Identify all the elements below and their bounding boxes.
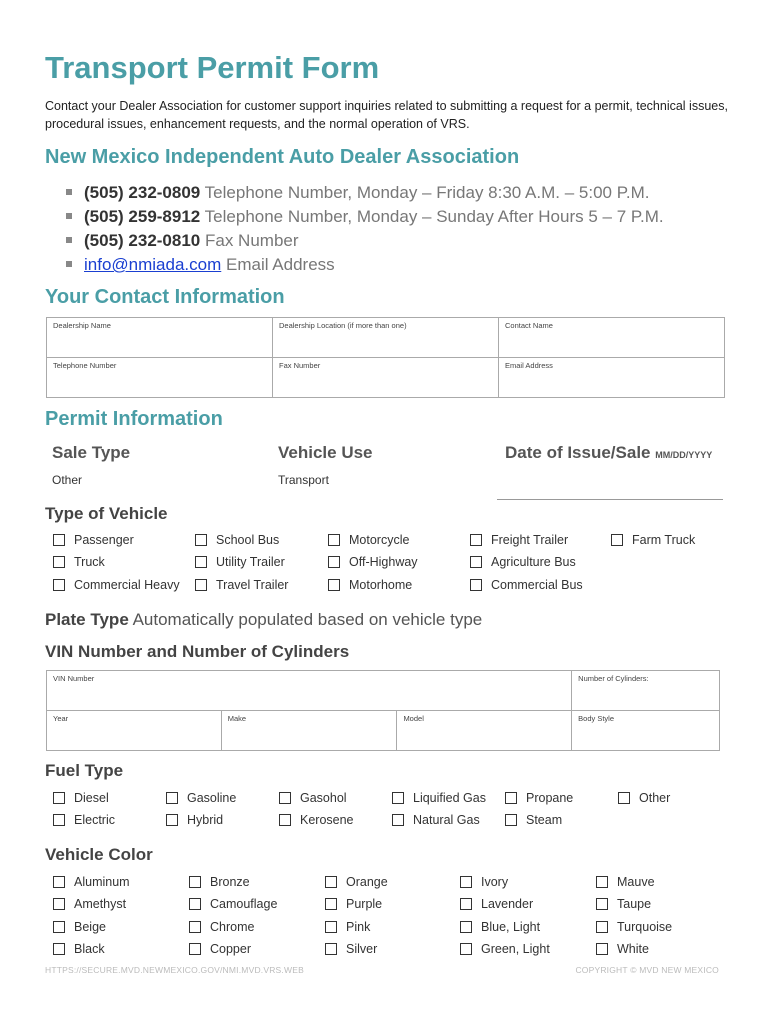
checkbox-icon[interactable] xyxy=(195,579,207,591)
checkbox-icon[interactable] xyxy=(325,898,337,910)
checkbox-camouflage[interactable]: Camouflage xyxy=(189,897,277,911)
checkbox-hybrid[interactable]: Hybrid xyxy=(166,813,223,827)
contact-info-heading: Your Contact Information xyxy=(45,286,285,308)
checkbox-chrome[interactable]: Chrome xyxy=(189,920,254,934)
checkbox-icon[interactable] xyxy=(195,534,207,546)
checkbox-icon[interactable] xyxy=(470,579,482,591)
checkbox-purple[interactable]: Purple xyxy=(325,897,382,911)
checkbox-gasoline[interactable]: Gasoline xyxy=(166,791,236,805)
checkbox-icon[interactable] xyxy=(325,943,337,955)
make-field[interactable]: Make xyxy=(221,711,397,751)
year-field[interactable]: Year xyxy=(47,711,222,751)
checkbox-lavender[interactable]: Lavender xyxy=(460,897,533,911)
checkbox-icon[interactable] xyxy=(279,814,291,826)
checkbox-icon[interactable] xyxy=(392,814,404,826)
checkbox-icon[interactable] xyxy=(596,876,608,888)
permit-heading: Permit Information xyxy=(45,408,223,430)
checkbox-icon[interactable] xyxy=(53,579,65,591)
vin-table xyxy=(46,670,720,751)
checkbox-icon[interactable] xyxy=(53,898,65,910)
checkbox-turquoise[interactable]: Turquoise xyxy=(596,920,672,934)
checkbox-gasohol[interactable]: Gasohol xyxy=(279,791,347,805)
checkbox-icon[interactable] xyxy=(470,556,482,568)
footer-copyright: COPYRIGHT © MVD NEW MEXICO xyxy=(575,965,719,975)
checkbox-natural-gas[interactable]: Natural Gas xyxy=(392,813,480,827)
checkbox-ivory[interactable]: Ivory xyxy=(460,875,508,889)
footer-url: HTTPS://SECURE.MVD.NEWMEXICO.GOV/NMI.MVD.VRS.WEB xyxy=(45,965,304,975)
checkbox-icon[interactable] xyxy=(195,556,207,568)
contact-phone-weekday: (505) 232-0809 Telephone Number, Monday – Friday 8:30 A.M. – 5:00 P.M. xyxy=(66,181,664,205)
vin-heading: VIN Number and Number of Cylinders xyxy=(45,642,350,661)
color-heading: Vehicle Color xyxy=(45,845,153,864)
body-style-field[interactable]: Body Style xyxy=(572,711,720,751)
checkbox-white[interactable]: White xyxy=(596,942,649,956)
checkbox-commercial-heavy[interactable]: Commercial Heavy xyxy=(53,578,180,592)
fuel-heading: Fuel Type xyxy=(45,761,124,780)
contact-info-table xyxy=(46,317,725,398)
vehicle-use-value[interactable]: Transport xyxy=(278,473,329,487)
checkbox-other-fuel[interactable]: Other xyxy=(618,791,670,805)
checkbox-icon[interactable] xyxy=(53,921,65,933)
intro-text: Contact your Dealer Association for customer support inquiries related to submitting a request for a permit, technical issues, procedural issues, enhancement requests, and the normal operation of VRS. xyxy=(45,99,728,131)
checkbox-steam[interactable]: Steam xyxy=(505,813,562,827)
checkbox-icon[interactable] xyxy=(53,556,65,568)
bullet-icon xyxy=(66,213,72,219)
checkbox-icon[interactable] xyxy=(189,898,201,910)
checkbox-motorhome[interactable]: Motorhome xyxy=(328,578,412,592)
plate-type: Plate Type Automatically populated based on vehicle type xyxy=(45,610,483,629)
checkbox-icon[interactable] xyxy=(470,534,482,546)
checkbox-icon[interactable] xyxy=(618,792,630,804)
checkbox-kerosene[interactable]: Kerosene xyxy=(279,813,354,827)
checkbox-icon[interactable] xyxy=(189,876,201,888)
checkbox-black[interactable]: Black xyxy=(53,942,105,956)
fax-number-field[interactable]: Fax Number xyxy=(273,358,499,398)
date-label: Date of Issue/Sale MM/DD/YYYY xyxy=(505,443,713,462)
checkbox-icon[interactable] xyxy=(53,534,65,546)
checkbox-blue-light[interactable]: Blue, Light xyxy=(460,920,540,934)
checkbox-amethyst[interactable]: Amethyst xyxy=(53,897,126,911)
dealership-name-field[interactable]: Dealership Name xyxy=(47,318,273,358)
checkbox-icon[interactable] xyxy=(189,943,201,955)
checkbox-freight-trailer[interactable]: Freight Trailer xyxy=(470,533,568,547)
checkbox-icon[interactable] xyxy=(325,921,337,933)
checkbox-orange[interactable]: Orange xyxy=(325,875,388,889)
contact-name-field[interactable]: Contact Name xyxy=(499,318,725,358)
checkbox-icon[interactable] xyxy=(596,898,608,910)
checkbox-icon[interactable] xyxy=(166,814,178,826)
page-title: Transport Permit Form xyxy=(45,50,380,85)
vehicle-use-label: Vehicle Use xyxy=(278,443,373,462)
checkbox-icon[interactable] xyxy=(596,943,608,955)
checkbox-mauve[interactable]: Mauve xyxy=(596,875,655,889)
checkbox-silver[interactable]: Silver xyxy=(325,942,377,956)
checkbox-icon[interactable] xyxy=(325,876,337,888)
association-contact-list xyxy=(66,181,664,277)
date-input-line[interactable] xyxy=(497,499,723,500)
contact-email: info@nmiada.com Email Address xyxy=(66,253,664,277)
bullet-icon xyxy=(66,237,72,243)
checkbox-icon[interactable] xyxy=(328,534,340,546)
checkbox-passenger[interactable]: Passenger xyxy=(53,533,134,547)
bullet-icon xyxy=(66,261,72,267)
checkbox-motorcycle[interactable]: Motorcycle xyxy=(328,533,409,547)
contact-fax: (505) 232-0810 Fax Number xyxy=(66,229,664,253)
email-address-field[interactable]: Email Address xyxy=(499,358,725,398)
checkbox-electric[interactable]: Electric xyxy=(53,813,115,827)
sale-type-label: Sale Type xyxy=(52,443,131,462)
checkbox-travel-trailer[interactable]: Travel Trailer xyxy=(195,578,288,592)
model-field[interactable]: Model xyxy=(397,711,572,751)
checkbox-icon[interactable] xyxy=(392,792,404,804)
dealership-location-field[interactable]: Dealership Location (if more than one) xyxy=(273,318,499,358)
checkbox-truck[interactable]: Truck xyxy=(53,555,105,569)
checkbox-icon[interactable] xyxy=(53,943,65,955)
checkbox-bronze[interactable]: Bronze xyxy=(189,875,250,889)
checkbox-icon[interactable] xyxy=(53,876,65,888)
checkbox-off-highway[interactable]: Off-Highway xyxy=(328,555,418,569)
checkbox-icon[interactable] xyxy=(460,876,472,888)
association-heading: New Mexico Independent Auto Dealer Association xyxy=(45,146,520,168)
checkbox-icon[interactable] xyxy=(505,814,517,826)
checkbox-aluminum[interactable]: Aluminum xyxy=(53,875,130,889)
checkbox-taupe[interactable]: Taupe xyxy=(596,897,651,911)
telephone-number-field[interactable]: Telephone Number xyxy=(47,358,273,398)
bullet-icon xyxy=(66,189,72,195)
checkbox-copper[interactable]: Copper xyxy=(189,942,251,956)
email-link[interactable]: info@nmiada.com xyxy=(84,255,222,274)
checkbox-liquified-gas[interactable]: Liquified Gas xyxy=(392,791,486,805)
sale-type-value[interactable]: Other xyxy=(52,473,83,487)
cylinders-field[interactable]: Number of Cylinders: xyxy=(572,671,720,711)
checkbox-icon[interactable] xyxy=(596,921,608,933)
checkbox-icon[interactable] xyxy=(505,792,517,804)
checkbox-beige[interactable]: Beige xyxy=(53,920,106,934)
checkbox-farm-truck[interactable]: Farm Truck xyxy=(611,533,695,547)
checkbox-icon[interactable] xyxy=(460,898,472,910)
checkbox-icon[interactable] xyxy=(279,792,291,804)
checkbox-icon[interactable] xyxy=(460,921,472,933)
vehicle-type-heading: Type of Vehicle xyxy=(45,504,168,523)
checkbox-icon[interactable] xyxy=(166,792,178,804)
checkbox-icon[interactable] xyxy=(53,814,65,826)
checkbox-school-bus[interactable]: School Bus xyxy=(195,533,279,547)
checkbox-icon[interactable] xyxy=(328,579,340,591)
vin-number-field[interactable]: VIN Number xyxy=(47,671,572,711)
checkbox-diesel[interactable]: Diesel xyxy=(53,791,109,805)
checkbox-utility-trailer[interactable]: Utility Trailer xyxy=(195,555,285,569)
checkbox-icon[interactable] xyxy=(460,943,472,955)
checkbox-commercial-bus[interactable]: Commercial Bus xyxy=(470,578,583,592)
checkbox-icon[interactable] xyxy=(328,556,340,568)
contact-phone-after-hours: (505) 259-8912 Telephone Number, Monday – Sunday After Hours 5 – 7 P.M. xyxy=(66,205,664,229)
checkbox-green-light[interactable]: Green, Light xyxy=(460,942,550,956)
checkbox-icon[interactable] xyxy=(189,921,201,933)
checkbox-icon[interactable] xyxy=(611,534,623,546)
checkbox-agriculture-bus[interactable]: Agriculture Bus xyxy=(470,555,576,569)
checkbox-icon[interactable] xyxy=(53,792,65,804)
checkbox-propane[interactable]: Propane xyxy=(505,791,573,805)
checkbox-pink[interactable]: Pink xyxy=(325,920,370,934)
date-format-hint: MM/DD/YYYY xyxy=(655,450,713,460)
